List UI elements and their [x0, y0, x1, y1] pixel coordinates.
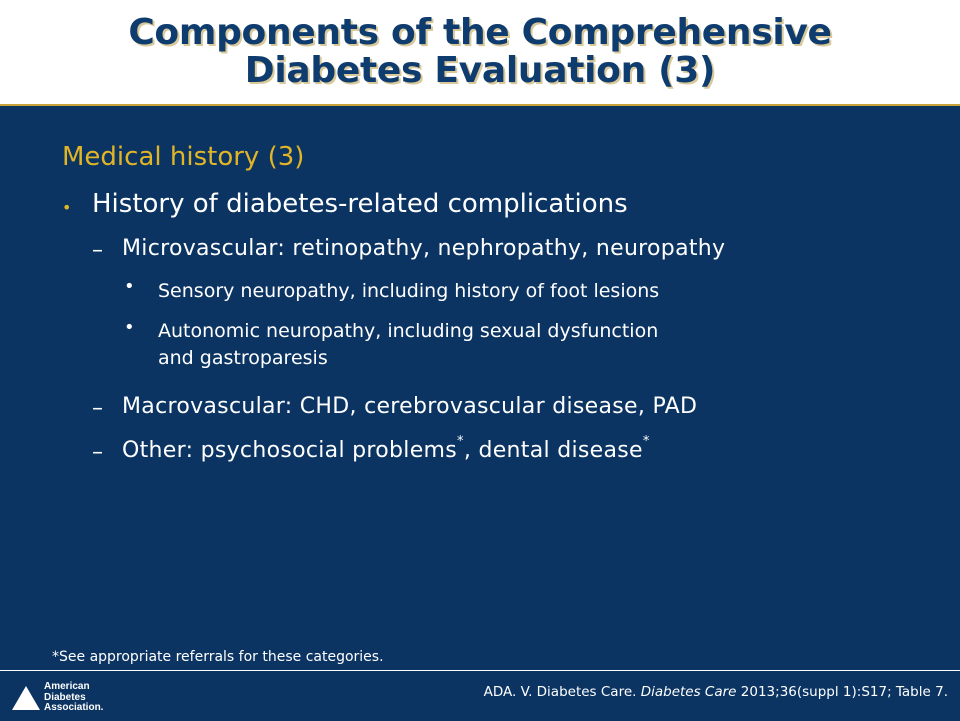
item-autonomic-neuropathy-cont: and gastroparesis [158, 347, 328, 369]
section-heading: Medical history (3) [62, 142, 305, 172]
bullet-icon: • [124, 317, 135, 338]
bullet-complications: History of diabetes-related complications [92, 189, 628, 219]
title-bar [0, 0, 960, 104]
title-line-2: Diabetes Evaluation (3) [244, 50, 716, 91]
asterisk-mark: * [457, 434, 464, 449]
other-dental: , dental disease [463, 438, 643, 463]
citation-journal: Diabetes Care [640, 684, 737, 700]
citation [484, 684, 948, 700]
logo-line-3: Association. [44, 702, 104, 713]
logo-text [44, 682, 103, 714]
asterisk-mark: * [642, 434, 650, 449]
dash-icon: – [92, 440, 103, 465]
bullet-icon: • [62, 198, 72, 217]
ada-logo [8, 680, 118, 714]
item-sensory-neuropathy: Sensory neuropathy, including history of foot lesions [158, 280, 660, 302]
item-other [122, 434, 650, 463]
dash-icon: – [92, 396, 103, 421]
logo-line-2: Diabetes [44, 691, 86, 703]
slide-title [0, 14, 960, 90]
citation-pre: ADA. V. Diabetes Care. [483, 684, 641, 700]
other-psychosocial: Other: psychosocial problems [122, 438, 458, 463]
item-macrovascular: Macrovascular: CHD, cerebrovascular disease, PAD [122, 394, 698, 419]
triangle-logo-icon [12, 686, 40, 710]
dash-icon: – [92, 238, 103, 263]
item-microvascular: Microvascular: retinopathy, nephropathy, neuropathy [122, 236, 726, 261]
logo-line-1: American [44, 681, 90, 692]
title-line-1: Components of the Comprehensive [128, 12, 832, 53]
citation-post: 2013;36(suppl 1):S17; Table 7. [736, 684, 948, 700]
item-autonomic-neuropathy: Autonomic neuropathy, including sexual dysfunction [158, 320, 659, 342]
bullet-icon: • [124, 276, 135, 297]
footnote: *See appropriate referrals for these categories. [52, 649, 384, 665]
